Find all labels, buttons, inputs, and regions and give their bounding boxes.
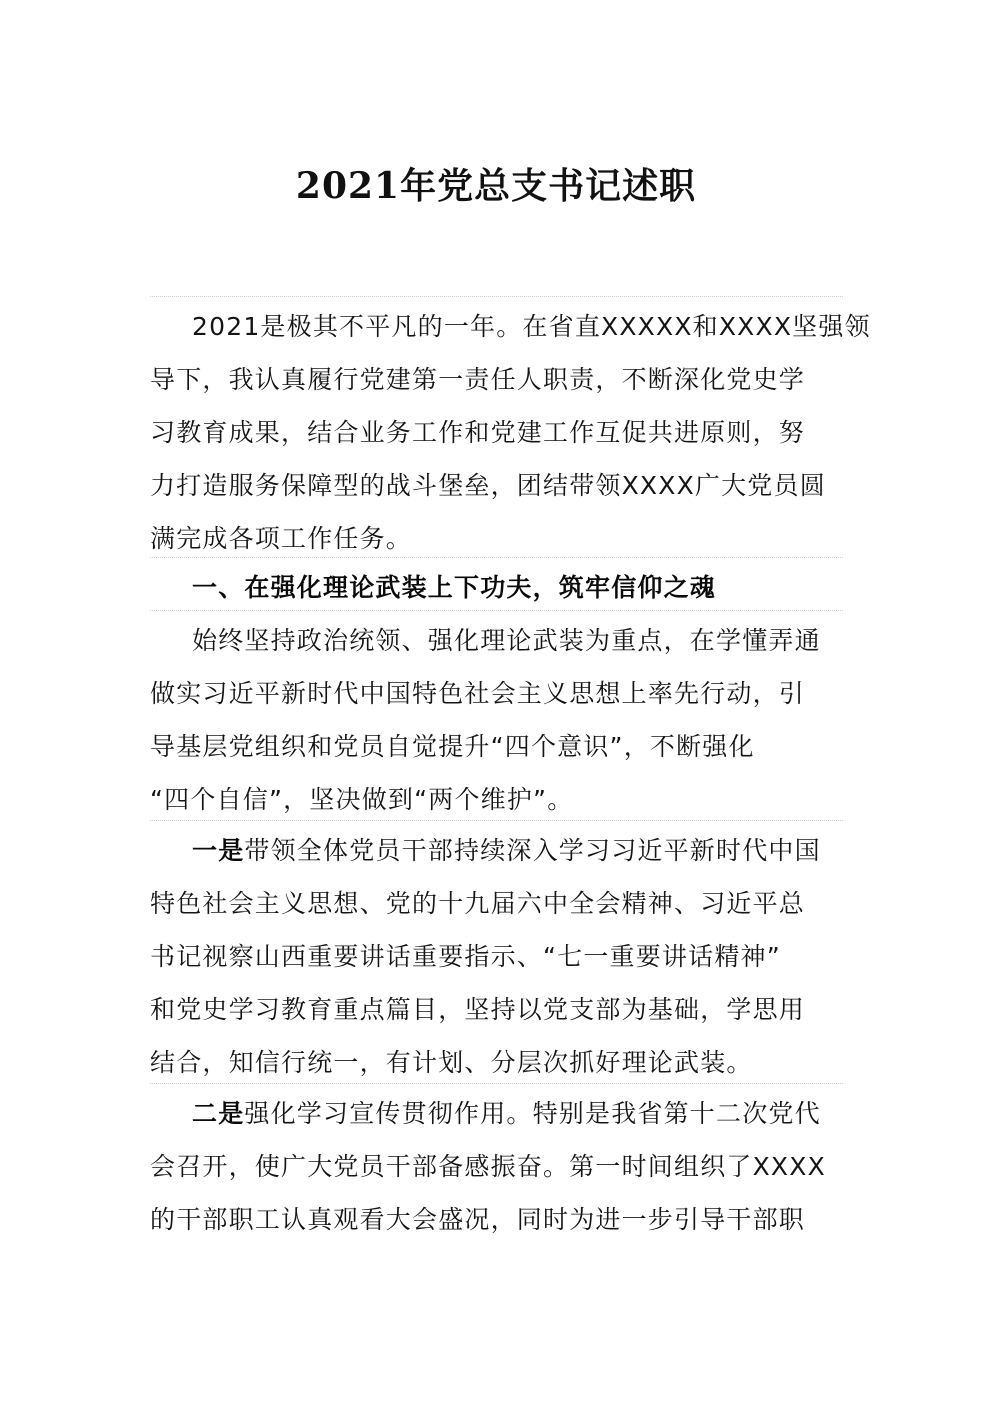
point-text: 带领全体党员干部持续深入学习习近平新时代中国 [244, 836, 821, 865]
paragraph-line [150, 824, 840, 877]
point-lead: 二是 [192, 1099, 245, 1128]
paragraph-line: “四个自信”，坚决做到“两个维护”。 [150, 785, 574, 814]
paragraph-line: 特色社会主义思想、党的十九届六中全会精神、习近平总 [150, 889, 806, 918]
paragraph-line [150, 1087, 840, 1140]
paragraph-line: 和党史学习教育重点篇目，坚持以党支部为基础，学思用 [150, 995, 806, 1024]
section-heading [150, 561, 840, 614]
divider [150, 820, 843, 821]
paragraph-line: 结合，知信行统一，有计划、分层次抓好理论武装。 [150, 1048, 753, 1077]
paragraph-line: 会召开，使广大党员干部备感振奋。第一时间组织了XXXX [150, 1152, 826, 1181]
paragraph-line: 始终坚持政治统领、强化理论武装为重点，在学懂弄通 [192, 626, 821, 655]
paragraph-line: 导基层党组织和党员自觉提升“四个意识”，不断强化 [150, 732, 755, 761]
intro-paragraph [150, 300, 871, 565]
point2-paragraph [150, 1087, 840, 1246]
divider [150, 610, 843, 611]
divider [150, 296, 843, 297]
point-text: 强化学习宣传贯彻作用。特别是我省第十二次党代 [244, 1099, 821, 1128]
paragraph-line: 的干部职工认真观看大会盛况，同时为进一步引导干部职 [150, 1205, 806, 1234]
point1-paragraph [150, 824, 840, 1089]
section-heading-text: 一、在强化理论武装上下功夫，筑牢信仰之魂 [192, 573, 717, 602]
divider [150, 557, 843, 558]
divider [150, 1083, 843, 1084]
paragraph-line: 做实习近平新时代中国特色社会主义思想上率先行动，引 [150, 679, 806, 708]
document-title: 2021年党总支书记述职 [295, 165, 697, 207]
paragraph-line: 力打造服务保障型的战斗堡垒，团结带领XXXX广大党员圆 [150, 471, 826, 500]
point-lead: 一是 [192, 836, 245, 865]
paragraph-line: 习教育成果，结合业务工作和党建工作互促共进原则，努 [150, 418, 806, 447]
paragraph-line: 书记视察山西重要讲话重要指示、“七一重要讲话精神” [150, 942, 781, 971]
paragraph-line: 满完成各项工作任务。 [150, 524, 413, 553]
paragraph-line: 2021是极其不平凡的一年。在省直XXXXX和XXXX坚强领 [192, 312, 871, 341]
section1-paragraph [150, 614, 840, 826]
paragraph-line: 导下，我认真履行党建第一责任人职责，不断深化党史学 [150, 365, 806, 394]
